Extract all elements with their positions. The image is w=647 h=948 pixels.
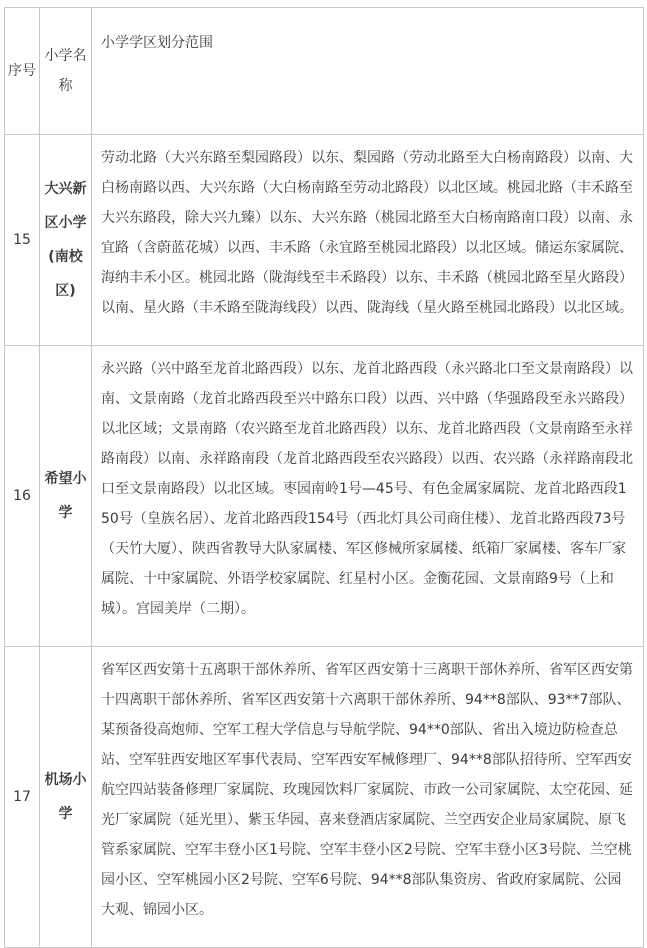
table-row — [5, 346, 644, 647]
school-name: 希望小学 — [40, 346, 92, 647]
row-index: 15 — [5, 135, 40, 346]
school-name: 机场小学 — [40, 647, 92, 948]
header-index: 序号 — [5, 8, 40, 135]
district-range: 永兴路（兴中路至龙首北路西段）以东、龙首北路西段（永兴路北口至文景南路段）以南、文景南路（龙首北路西段至兴中路东口段）以西、兴中路（华强路段至永兴路段）以北区域；文景南路（农兴路至龙首北路西段）以东、龙首北路西段（文景南路至永祥路南段）以南、永祥路南段（龙首北路西段至农兴路段）以西、农兴路（永祥路南段北口至文景南路段）以北区域。枣园南岭1号—45号、有色金属家属院、龙首北路西段150号（皇族名居）、龙首北路西段154号（西北灯具公司商住楼）、龙首北路西段73号（天竹大厦）、陕西省教导大队家属楼、军区修械所家属楼、纸箱厂家属楼、客车厂家属院、十中家属院、外语学校家属院、红星村小区。金衡花园、文景南路9号（上和城）。宫园美岸（二期）。 — [92, 346, 644, 647]
table-row — [5, 647, 644, 948]
district-range: 省军区西安第十五离职干部休养所、省军区西安第十三离职干部休养所、省军区西安第十四离职干部休养所、省军区西安第十六离职干部休养所、94**8部队、93**7部队、某预备役高炮师、空军工程大学信息与导航学院、94**0部队、省出入境边防检查总站、空军驻西安地区军事代表局、空军西安军械修理厂、94**8部队招待所、空军西安航空四站装备修理厂家属院、玫瑰园饮料厂家属院、市政一公司家属院、太空花园、延光厂家属院（延光里）、紫玉华园、喜来登酒店家属院、兰空西安企业局家属院、原飞管系家属院、空军丰登小区1号院、空军丰登小区2号院、空军丰登小区3号院、兰空桃园小区、空军桃园小区2号院、空军6号院、94**8部队集资房、省政府家属院、公园大观、锦园小区。 — [92, 647, 644, 948]
district-range: 劳动北路（大兴东路至梨园路段）以东、梨园路（劳动北路至大白杨南路段）以南、大白杨南路以西、大兴东路（大白杨南路至劳动北路段）以北区域。桃园北路（丰禾路至大兴东路段，除大兴九臻）以东、大兴东路（桃园北路至大白杨南路南口段）以南、永宜路（含蔚蓝花城）以西、丰禾路（永宜路至桃园北路段）以北区域。储运东家属院、海纳丰禾小区。桃园北路（陇海线至丰禾路段）以东、丰禾路（桃园北路至星火路段）以南、星火路（丰禾路至陇海线段）以西、陇海线（星火路至桃园北路段）以北区域。 — [92, 135, 644, 346]
row-index: 17 — [5, 647, 40, 948]
table-row — [5, 135, 644, 346]
school-district-table — [4, 7, 644, 948]
row-index: 16 — [5, 346, 40, 647]
header-range: 小学学区划分范围 — [92, 8, 644, 135]
school-name: 大兴新区小学(南校区) — [40, 135, 92, 346]
table-header-row — [5, 8, 644, 135]
header-school: 小学名称 — [40, 8, 92, 135]
